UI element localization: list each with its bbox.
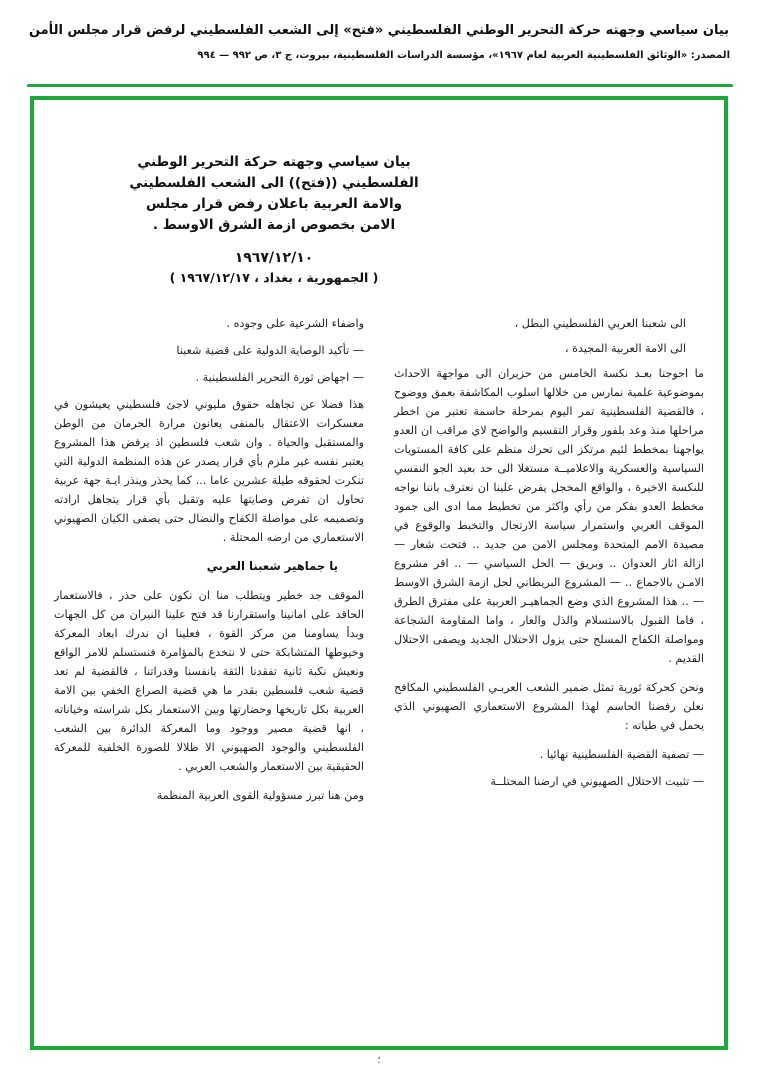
left-column [54, 314, 364, 1038]
page-bottom-mark: ؛ [377, 1055, 381, 1066]
closing-line: ومن هنا تبرز مسؤولية القوى العربية المنظمة [156, 789, 364, 802]
body-paragraph: ما احوجنا بعـد نكسة الخامس من حزيران الى مواجهة الاحداث بموضوعية علمية نمارس من خلالها اسلوب المكاشفة بعمق ووضوح ، فالقضية الفلسطينية تمر اليوم بمرحلة حاسمة تعتبر من اخطر مراحلها منذ وعد بلفور وقرار التقسيم والواضح لاي مراقب ان العدو يواجهنا بمخطط لئيم مرتكز الى تحرك منظم على كافة المستويات السياسية والعسكرية والاعلاميــة مستغلا الى حد بعيد الجو النفسي للنكسة الاخيرة ، والواقع المخجل يفرض علينا ان نعترف باننا نواجه مخطط العدو بفكر من رأي واكثر من تخطيط مما ادى الى جمود الموقف العربي واستمرار سياسة الارتجال والتخبط والوقوع في مصيدة الامم المتحدة ومجلس الامن من جديد .. فتحت شعار — ازالة اثار العدوان .. وبريق — الحل السياسي — .. اقر مشروع الامـن بالاجماع .. — المشروع البريطاني لحل ازمة الشرق الاوسط — .. هذا المشروع الذي وضع الجماهيـر العربية على مفترق الطرق ، فاما القبول بالاستسلام والذل والعار ، واما المقاومة الشجاعة ومواصلة الكفاح المسلح حتى يزول الاحتلال الجديد ويصفى الاحتلال القديم . [394, 367, 704, 665]
title-line-3: والامة العربية باعلان رفض قرار مجلس [145, 196, 403, 212]
document-green-frame [30, 96, 728, 1050]
statement-title-block [104, 152, 444, 285]
list-item: — تثبيت الاحتلال الصهيوني في ارضنا المحتلــة [490, 775, 704, 788]
header-divider-rule [27, 84, 733, 87]
publication-source: ( الجمهورية ، بغداد ، ١٩٦٧/١٢/١٧ ) [169, 270, 379, 285]
document-header [28, 22, 730, 63]
title-line-1: بيان سياسي وجهته حركة التحرير الوطني [137, 154, 411, 170]
right-column [394, 314, 704, 1038]
two-column-body [54, 314, 704, 1038]
statement-date: ١٩٦٧/١٢/١٠ [234, 250, 314, 266]
body-paragraph: ونحن كحركة ثورية تمثل ضمير الشعب العربـي الفلسطيني المكافح نعلن رفضنا الحاسم لهذا المشروع الاستعماري الصهيوني الذي يحمل في طياته : [394, 681, 704, 732]
salutation-line: الى الامة العربية المجيدة ، [564, 342, 686, 355]
body-paragraph: هذا فضلا عن تجاهله حقوق مليوني لاجئ فلسطيني يعيشون في معسكرات الاعتقال بالمنفى يعانون مرارة الحرمان من الوطن والمستقبل والحياة . وان شعب فلسطين اذ يرفض هذا المشروع يعتبر نفسه غير ملزم بأي قرار يصدر عن هذه المنظمة الدولية التي تنكرت لحقوقه طيلة عشرين عاما ... كما يحذر وينذر ايـة جهة عربية تحاول ان تفرض وصايتها عليه وتقبل بأي قرار يتجاهل ارادته وتصميمه على مواصلة الكفاح والنضال حتى يصفى الكيان الصهيوني الاستعماري من ارضه المحتلة . [54, 398, 364, 544]
header-source-line: المصدر: «الوثائق الفلسطينية العربية لعام ١٩٦٧»، مؤسسة الدراسات الفلسطينية، بيروت، ج ٣، ص ٩٩٢ — ٩٩٤ [197, 50, 730, 61]
body-paragraph: الموقف جد خطير ويتطلب منا ان نكون على حذر ، فالاستعمار الحاقد على امانينا واستقرارنا قد فتح علينا النيران من كل الجهات وبدأ يساومنا من مركز القوة ، فعلينا ان ندرك ابعاد المعركة وخيوطها المتشابكة حتى لا ننخدع بالمؤامرة فنستسلم للامر الواقع ونعيش نكبة ثانية تفقدنا الثقة بانفسنا وقدراتنا ، فالقضية لم تعد قضية شعب فلسطين بقدر ما هي قضية الصراع الخفي بين الامة العربية بكل تاريخها وحضارتها وبين الاستعمار بكل شراسته وخياناته ، انها قضية مصير ووجود وما المعركة الدائرة بين الشعب الفلسطيني والوجود الصهيوني الا ظلالا للصورة الخلفية للمعركة الحقيقية بين الاستعمار والشعب العربي . [54, 589, 364, 773]
continuation-line: واضفاء الشرعية على وجوده . [226, 317, 364, 330]
header-title-line: بيان سياسي وجهته حركة التحرير الوطني الفلسطيني «فتح» إلى الشعب الفلسطيني لرفض قرار مجلس الأمن [28, 23, 730, 38]
list-item: — اجهاض ثورة التحرير الفلسطينية . [195, 371, 364, 384]
section-heading: يا جماهير شعبنا العربي [206, 559, 338, 573]
salutation-line: الى شعبنا العربي الفلسطيني البطل ، [514, 317, 686, 330]
title-line-2: الفلسطيني ((فتح)) الى الشعب الفلسطيني [129, 175, 419, 191]
title-line-4: الامن بخصوص ازمة الشرق الاوسط . [152, 217, 396, 233]
list-item: — تصفية القضية الفلسطينية نهائيا . [539, 748, 704, 761]
list-item: — تأكيد الوصاية الدولية على قضية شعبنا [176, 344, 364, 357]
